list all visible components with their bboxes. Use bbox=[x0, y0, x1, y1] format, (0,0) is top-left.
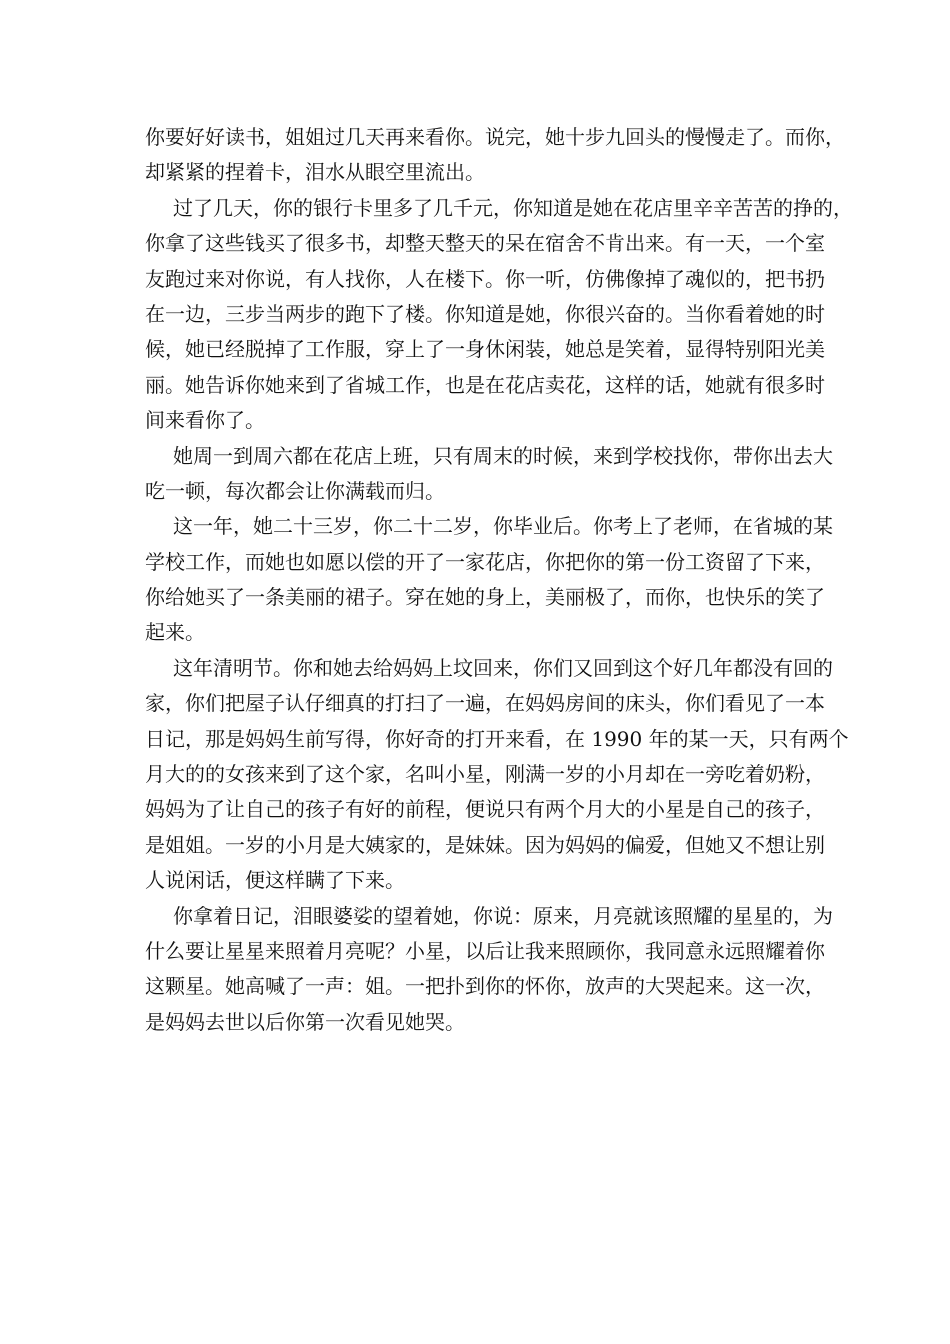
paragraph-first-line: 这一年，她二十三岁，你二十二岁，你毕业后。你考上了老师，在省城的某 bbox=[173, 514, 833, 539]
text-line: 什么要让星星来照着月亮呢？小星，以后让我来照顾你，我同意永远照耀着你 bbox=[145, 938, 825, 963]
text-line: 起来。 bbox=[145, 620, 205, 645]
text-line: 你要好好读书，姐姐过几天再来看你。说完，她十步九回头的慢慢走了。而你， bbox=[145, 125, 845, 149]
text-line: 间来看你了。 bbox=[145, 408, 265, 433]
text-line: 候，她已经脱掉了工作服，穿上了一身休闲装，她总是笑着，显得特别阳光美 bbox=[145, 337, 825, 362]
text-line: 在一边，三步当两步的跑下了楼。你知道是她，你很兴奋的。当你看着她的时 bbox=[145, 301, 825, 326]
paragraph-first-line: 你拿着日记，泪眼婆娑的望着她，你说：原来，月亮就该照耀的星星的，为 bbox=[173, 903, 833, 928]
text-line: 人说闲话，便这样瞒了下来。 bbox=[145, 868, 405, 893]
document-body bbox=[145, 120, 853, 1040]
text-line: 你给她买了一条美丽的裙子。穿在她的身上，美丽极了，而你，也快乐的笑了 bbox=[145, 585, 825, 610]
text-line: 是姐姐。一岁的小月是大姨家的，是妹妹。因为妈妈的偏爱，但她又不想让别 bbox=[145, 832, 825, 857]
paragraph-first-line: 这年清明节。你和她去给妈妈上坟回来，你们又回到这个好几年都没有回的 bbox=[173, 655, 833, 680]
text-line: 却紧紧的捏着卡，泪水从眼空里流出。 bbox=[145, 160, 485, 185]
text-line: 妈妈为了让自己的孩子有好的前程，便说只有两个月大的小星是自己的孩子， bbox=[145, 797, 825, 822]
text-line: 吃一顿，每次都会让你满载而归。 bbox=[145, 478, 445, 503]
text-line: 丽。她告诉你她来到了省城工作，也是在花店卖花，这样的话，她就有很多时 bbox=[145, 372, 825, 397]
text-line: 友跑过来对你说，有人找你，人在楼下。你一听，仿佛像掉了魂似的，把书扔 bbox=[145, 266, 825, 291]
text-line: 学校工作，而她也如愿以偿的开了一家花店，你把你的第一份工资留了下来， bbox=[145, 549, 825, 574]
text-line: 家，你们把屋子认仔细真的打扫了一遍，在妈妈房间的床头，你们看见了一本 bbox=[145, 691, 825, 716]
text-line: 是妈妈去世以后你第一次看见她哭。 bbox=[145, 1009, 465, 1034]
text-line: 月大的的女孩来到了这个家，名叫小星，刚满一岁的小月却在一旁吃着奶粉， bbox=[145, 762, 825, 787]
paragraph-first-line: 过了几天，你的银行卡里多了几千元，你知道是她在花店里辛辛苦苦的挣的， bbox=[173, 195, 853, 220]
text-line: 这颗星。她高喊了一声：姐。一把扑到你的怀你，放声的大哭起来。这一次， bbox=[145, 974, 825, 999]
text-line: 日记，那是妈妈生前写得，你好奇的打开来看，在 1990 年的某一天，只有两个 bbox=[145, 726, 849, 751]
text-line: 你拿了这些钱买了很多书，却整天整天的呆在宿舍不肯出来。有一天，一个室 bbox=[145, 231, 825, 256]
paragraph-first-line: 她周一到周六都在花店上班，只有周末的时候，来到学校找你，带你出去大 bbox=[173, 443, 833, 468]
